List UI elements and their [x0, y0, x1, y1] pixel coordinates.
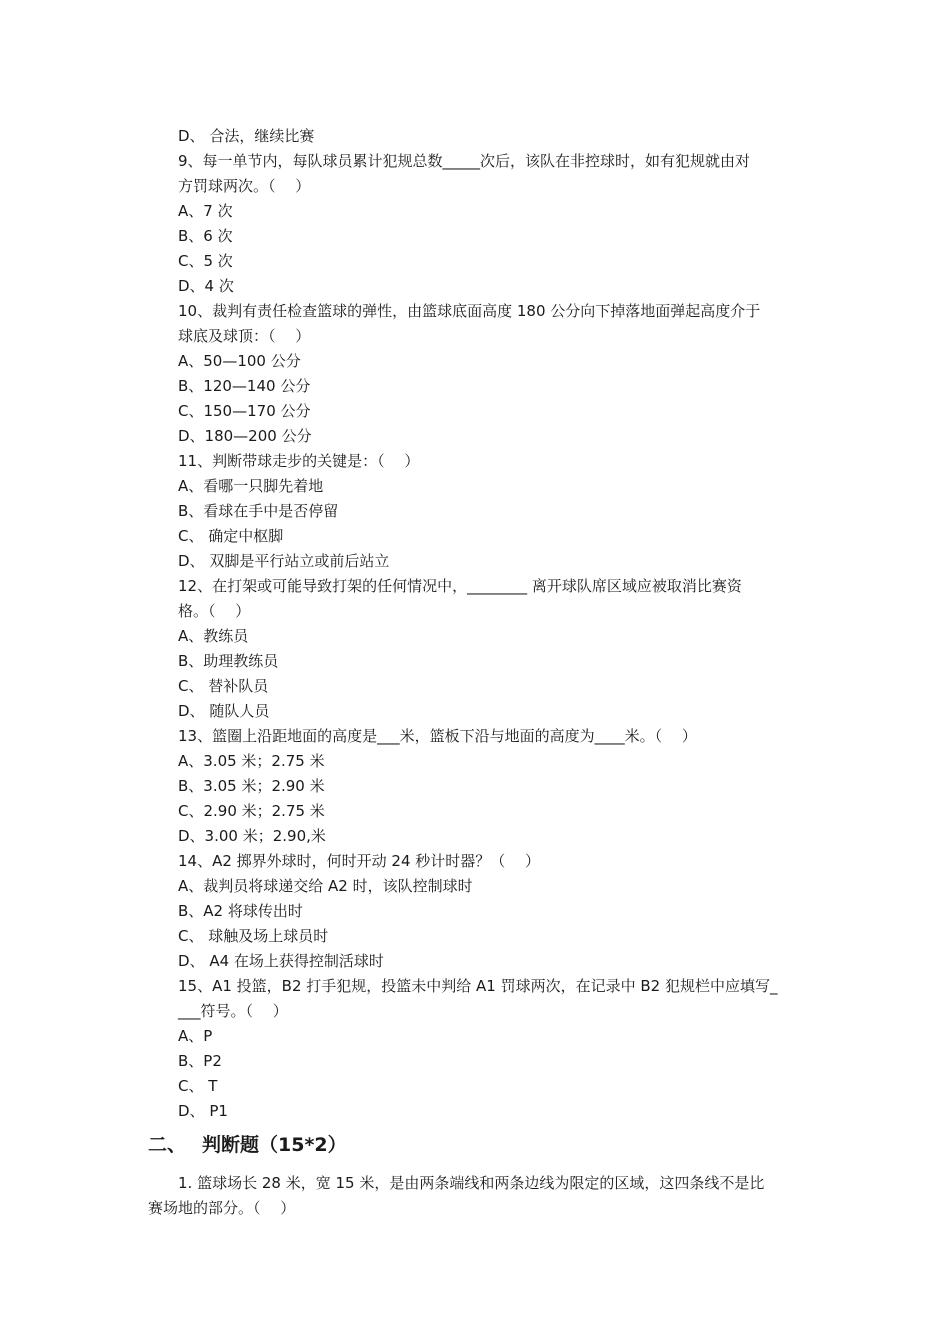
option-line: D、4 次	[178, 277, 234, 295]
question-13-line-1: 13、篮圈上沿距地面的高度是___米，篮板下沿与地面的高度为____米。（ ）	[178, 727, 697, 745]
option-line: B、助理教练员	[178, 652, 279, 670]
question-15-line-2: ___符号。（ ）	[178, 1002, 288, 1020]
option-line: C、 T	[178, 1077, 218, 1095]
option-line: A、看哪一只脚先着地	[178, 477, 324, 495]
option-line: D、 合法，继续比赛	[178, 127, 315, 145]
option-line: B、看球在手中是否停留	[178, 502, 339, 520]
question-12-line-2: 格。（ ）	[178, 602, 251, 620]
question-14-line-1: 14、A2 掷界外球时，何时开动 24 秒计时器？（ ）	[178, 852, 541, 870]
option-line: A、教练员	[178, 627, 249, 645]
question-9-line-1: 9、每一单节内，每队球员累计犯规总数_____次后，该队在非控球时，如有犯规就由对	[178, 152, 751, 170]
option-line: C、5 次	[178, 252, 233, 270]
option-line: B、3.05 米；2.90 米	[178, 777, 325, 795]
question-12-line-1: 12、在打架或可能导致打架的任何情况中，________ 离开球队席区域应被取消比赛资	[178, 577, 742, 595]
option-line: B、120—140 公分	[178, 377, 311, 395]
option-line: D、 A4 在场上获得控制活球时	[178, 952, 384, 970]
option-line: B、6 次	[178, 227, 233, 245]
option-line: D、3.00 米；2.90,米	[178, 827, 326, 845]
option-line: D、 随队人员	[178, 702, 270, 720]
section-number: 二、	[148, 1134, 187, 1156]
option-line: D、 双脚是平行站立或前后站立	[178, 552, 390, 570]
option-line: C、 球触及场上球员时	[178, 927, 329, 945]
option-line: C、150—170 公分	[178, 402, 311, 420]
option-line: A、50—100 公分	[178, 352, 301, 370]
option-line: A、3.05 米；2.75 米	[178, 752, 325, 770]
option-line: D、180—200 公分	[178, 427, 312, 445]
question-10-line-1: 10、裁判有责任检查篮球的弹性，由篮球底面高度 180 公分向下掉落地面弹起高度介于	[178, 302, 761, 320]
true-false-question-1-line-2: 赛场地的部分。（ ）	[148, 1199, 296, 1217]
option-line: C、2.90 米；2.75 米	[178, 802, 325, 820]
option-line: C、 替补队员	[178, 677, 269, 695]
option-line: A、7 次	[178, 202, 233, 220]
section-heading	[148, 1131, 347, 1159]
question-10-line-2: 球底及球顶：（ ）	[178, 327, 311, 345]
option-line: D、 P1	[178, 1102, 228, 1120]
option-line: C、 确定中枢脚	[178, 527, 284, 545]
option-line: B、P2	[178, 1052, 222, 1070]
true-false-question-1-line-1: 1. 篮球场长 28 米，宽 15 米，是由两条端线和两条边线为限定的区域，这四条线不是比	[178, 1174, 765, 1192]
question-11-line-1: 11、判断带球走步的关键是：（ ）	[178, 452, 420, 470]
option-line: A、P	[178, 1027, 213, 1045]
option-line: A、裁判员将球递交给 A2 时，该队控制球时	[178, 877, 473, 895]
question-9-line-2: 方罚球两次。（ ）	[178, 177, 311, 195]
question-15-line-1: 15、A1 投篮，B2 打手犯规，投篮未中判给 A1 罚球两次，在记录中 B2 犯规栏中应填写_	[178, 977, 778, 995]
option-line: B、A2 将球传出时	[178, 902, 303, 920]
section-title: 判断题（15*2）	[202, 1134, 347, 1156]
